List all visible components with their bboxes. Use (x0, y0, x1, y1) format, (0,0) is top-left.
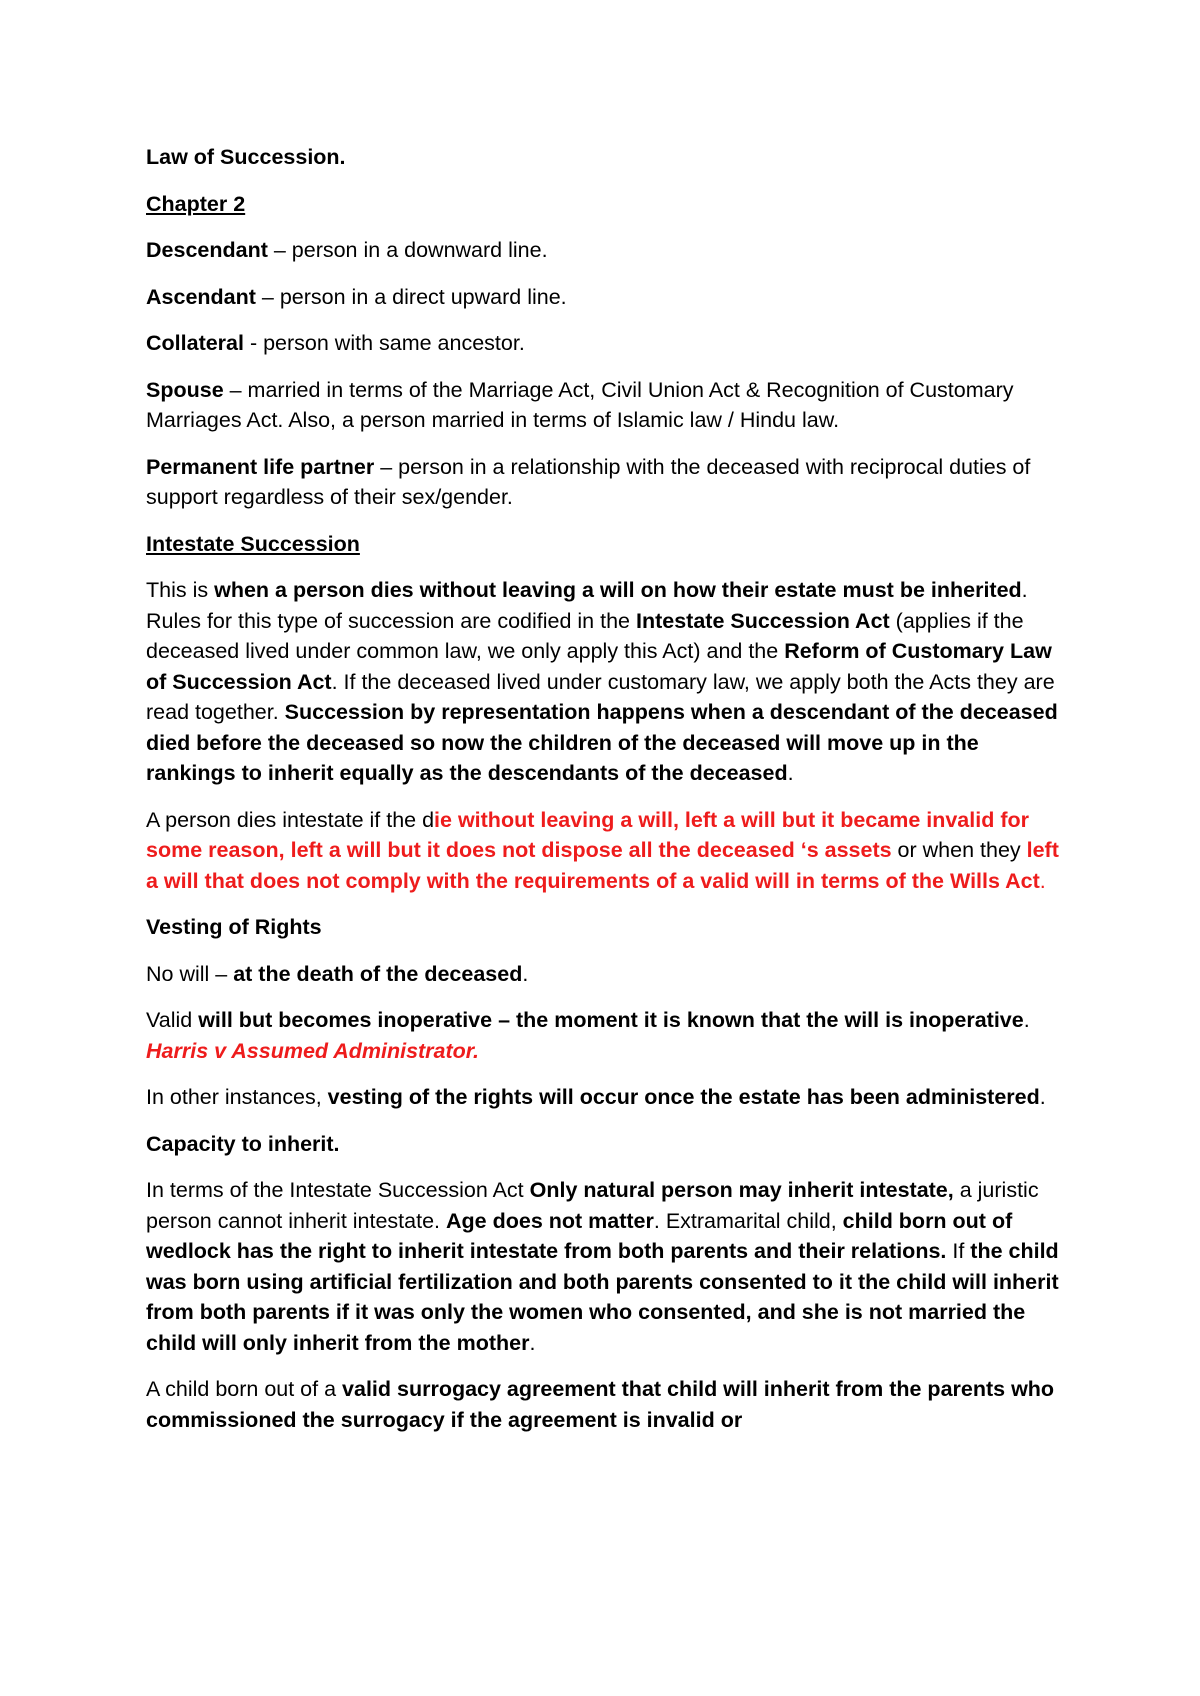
bold-run: Succession by representation happens when a descendant of the deceased died before the deceased so now the children of the deceased will move up in the rankings to inherit equally as the descendants of the deceased (146, 700, 1058, 785)
bold-run: vesting of the rights will occur once the estate has been administered (327, 1085, 1040, 1109)
text-run: . Extramarital child, (653, 1208, 843, 1233)
definition-term: Spouse (146, 377, 224, 402)
bold-run: Only natural person may inherit intestate, (529, 1178, 954, 1202)
definition-term: Descendant (146, 238, 268, 262)
intestate-heading: Intestate Succession (146, 531, 360, 556)
text-run: . If the deceased lived under customary law, we apply both the Acts they are read together. (146, 669, 1055, 724)
definition-text: – person in a downward line. (267, 238, 548, 262)
definition-text: - person with same ancestor. (243, 331, 525, 355)
intestate-paragraph-1 (146, 575, 1066, 789)
text-run: In terms of the Intestate Succession Act (146, 1178, 530, 1202)
bold-run: valid surrogacy agreement that child will inherit from the parents who commissioned the surrogacy if the agreement is invalid or (146, 1377, 1055, 1432)
definition-collateral (146, 328, 1066, 359)
capacity-paragraph-1 (146, 1175, 1066, 1358)
vesting-heading: Vesting of Rights (146, 915, 322, 939)
definition-text: – married in terms of the Marriage Act, Civil Union Act & Recognition of Customary Marriages Act. Also, a person married in terms of Islamic law / Hindu law. (146, 377, 1014, 432)
document-body (146, 142, 1066, 1451)
definition-ascendant (146, 282, 1066, 313)
definition-text: – person in a relationship with the deceased with reciprocal duties of support regardless of their sex/gender. (146, 454, 1031, 509)
red-run: . (1039, 868, 1046, 893)
definition-term: Collateral (146, 331, 244, 355)
text-run: . (787, 761, 794, 785)
bold-run: Reform of Customary Law of Succession Act (146, 639, 1052, 694)
bold-run: at the death of the deceased (233, 961, 523, 986)
definition-term: Permanent life partner (146, 454, 375, 479)
bold-run: Intestate Succession Act (635, 608, 890, 633)
bold-run: the child was born using artificial fertilization and both parents consented to it the child will inherit from both parents if it was only the women who consented, and she is not married the child will only inherit from the mother (146, 1239, 1059, 1355)
definition-spouse (146, 375, 1066, 436)
capacity-heading: Capacity to inherit. (146, 1131, 340, 1156)
chapter-heading: Chapter 2 (146, 191, 246, 216)
definition-term: Ascendant (146, 284, 256, 309)
definition-life-partner (146, 452, 1066, 513)
text-run: or when they (891, 838, 1027, 862)
vesting-paragraph-1 (146, 959, 1066, 990)
definition-descendant (146, 235, 1066, 266)
text-run: . (1023, 1008, 1030, 1032)
text-run: A person dies intestate if the d (146, 807, 435, 832)
text-run: . (529, 1330, 536, 1355)
bold-run: child born out of wedlock has the right to inherit intestate from both parents and their relations. (146, 1208, 1013, 1263)
text-run: . (1039, 1085, 1046, 1109)
bold-run: Age does not matter (446, 1208, 654, 1233)
text-run: This is (146, 578, 215, 602)
text-run: In other instances, (146, 1085, 328, 1109)
document-title: Law of Succession. (146, 145, 346, 169)
text-run: Valid (146, 1008, 199, 1032)
case-citation: Harris v Assumed Administrator. (146, 1038, 479, 1063)
red-bold-run: left a will that does not comply with the requirements of a valid will in terms of the Wills Act (146, 838, 1059, 893)
vesting-paragraph-3 (146, 1082, 1066, 1113)
text-run: No will – (146, 961, 234, 986)
vesting-paragraph-2 (146, 1005, 1066, 1066)
definition-text: – person in a direct upward line. (255, 284, 567, 309)
text-run: (applies if the deceased lived under common law, we only apply this Act) and the (146, 608, 1024, 663)
bold-run: when a person dies without leaving a will on how their estate must be inherited (214, 578, 1022, 602)
text-run: A child born out of a (146, 1377, 343, 1401)
red-bold-run: ie without leaving a will, left a will but it became invalid for some reason, left a will but it does not dispose all the deceased ‘s assets (146, 807, 1029, 862)
bold-run: will but becomes inoperative – the moment it is known that the will is inoperative (198, 1008, 1024, 1032)
text-run: . Rules for this type of succession are codified in the (146, 578, 1028, 633)
text-run: . (522, 961, 529, 986)
text-run: a juristic person cannot inherit intestate. (146, 1178, 1039, 1233)
capacity-paragraph-2 (146, 1374, 1066, 1435)
intestate-paragraph-2 (146, 805, 1066, 897)
text-run: If (946, 1239, 971, 1263)
